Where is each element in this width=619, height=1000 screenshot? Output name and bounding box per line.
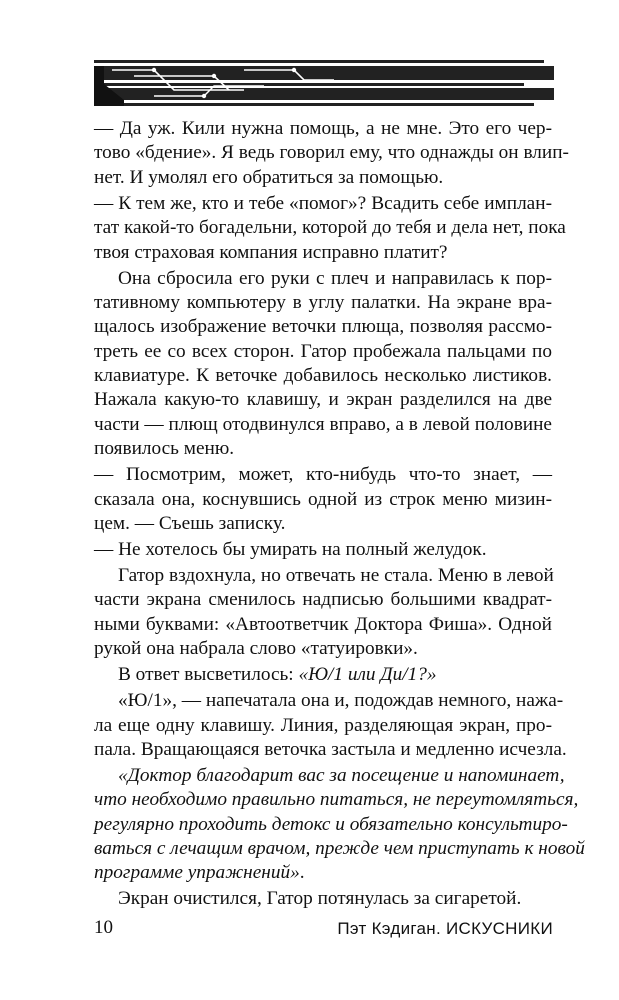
text-line: сказала она, коснувшись одной из строк меню мизин- bbox=[94, 488, 552, 510]
text-line: части — плющ отодвинулся вправо, а в левой половине bbox=[94, 413, 552, 435]
text-line: пала. Вращающаяся веточка застыла и медленно исчезла. bbox=[94, 738, 567, 760]
text-line: тово «бдение». Я ведь говорил ему, что однажды он влип- bbox=[94, 142, 569, 164]
running-title: Пэт Кэдиган. ИСКУСНИКИ bbox=[337, 919, 553, 938]
text-line: Нажала какую-то клавишу, и экран разделился на две bbox=[94, 389, 552, 411]
text-line: клавиатуре. К веточке добавилось несколько листиков. bbox=[94, 365, 552, 387]
header-ornament bbox=[94, 60, 554, 110]
text-line: Гатор вздохнула, но отвечать не стала. Меню в левой bbox=[118, 565, 554, 586]
text-line-part: В ответ высветилось: bbox=[118, 664, 299, 686]
text-line: что необходимо правильно питаться, не переутомляться, bbox=[94, 789, 579, 811]
text-line: «Доктор благодарит вас за посещение и напоминает, bbox=[118, 764, 565, 786]
text-line-part: . bbox=[299, 862, 305, 884]
text-line: рукой она набрала слово «татуировки». bbox=[94, 638, 418, 660]
text-line bbox=[94, 663, 552, 687]
text-line: твоя страховая компания исправно платит? bbox=[94, 241, 448, 263]
text-line: Она сбросила его руки с плеч и направилась к пор- bbox=[118, 267, 552, 289]
text-line: нет. И умолял его обратиться за помощью. bbox=[94, 166, 444, 188]
text-line: регулярно проходить детокс и обязательно консультиро- bbox=[94, 813, 568, 835]
text-line: ными буквами: «Автоответчик Доктора Фиша». Одной bbox=[94, 613, 552, 635]
text-line: части экрана сменилось надписью большими квадрат- bbox=[94, 589, 552, 611]
text-line: — Не хотелось бы умирать на полный желудок. bbox=[94, 539, 487, 561]
text-line: Экран очистился, Гатор потянулась за сигаретой. bbox=[118, 888, 522, 910]
text-line: появилось меню. bbox=[94, 438, 235, 460]
text-line: — Посмотрим, может, кто-нибудь что-то знает, — bbox=[94, 464, 552, 486]
text-line: — К тем же, кто и тебе «помог»? Всадить себе имплан- bbox=[94, 192, 552, 214]
italic-text: «Ю/1 или Ди/1?» bbox=[298, 664, 437, 686]
text-line: — Да уж. Кили нужна помощь, а не мне. Это его чер- bbox=[94, 118, 552, 139]
text-line: треть ее со всех сторон. Гатор пробежала пальцами по bbox=[94, 340, 552, 362]
body-text bbox=[94, 117, 585, 912]
text-line: тат какой-то богадельни, которой до тебя и дела нет, пока bbox=[94, 217, 566, 239]
text-line: ла еще одну клавишу. Линия, разделяющая экран, про- bbox=[94, 714, 552, 736]
italic-text: программе упражнений» bbox=[94, 862, 300, 884]
text-line bbox=[94, 861, 552, 885]
text-line: тативному компьютеру в углу палатки. На экране вра- bbox=[94, 291, 552, 313]
text-line: щалось изображение веточки плюща, позволяя рассмо- bbox=[94, 316, 552, 338]
text-line: «Ю/1», — напечатала она и, подождав немного, нажа- bbox=[118, 690, 564, 712]
text-line: цем. — Съешь записку. bbox=[94, 513, 286, 535]
text-line: ваться с лечащим врачом, прежде чем приступать к новой bbox=[94, 838, 585, 860]
page-number: 10 bbox=[94, 917, 113, 938]
